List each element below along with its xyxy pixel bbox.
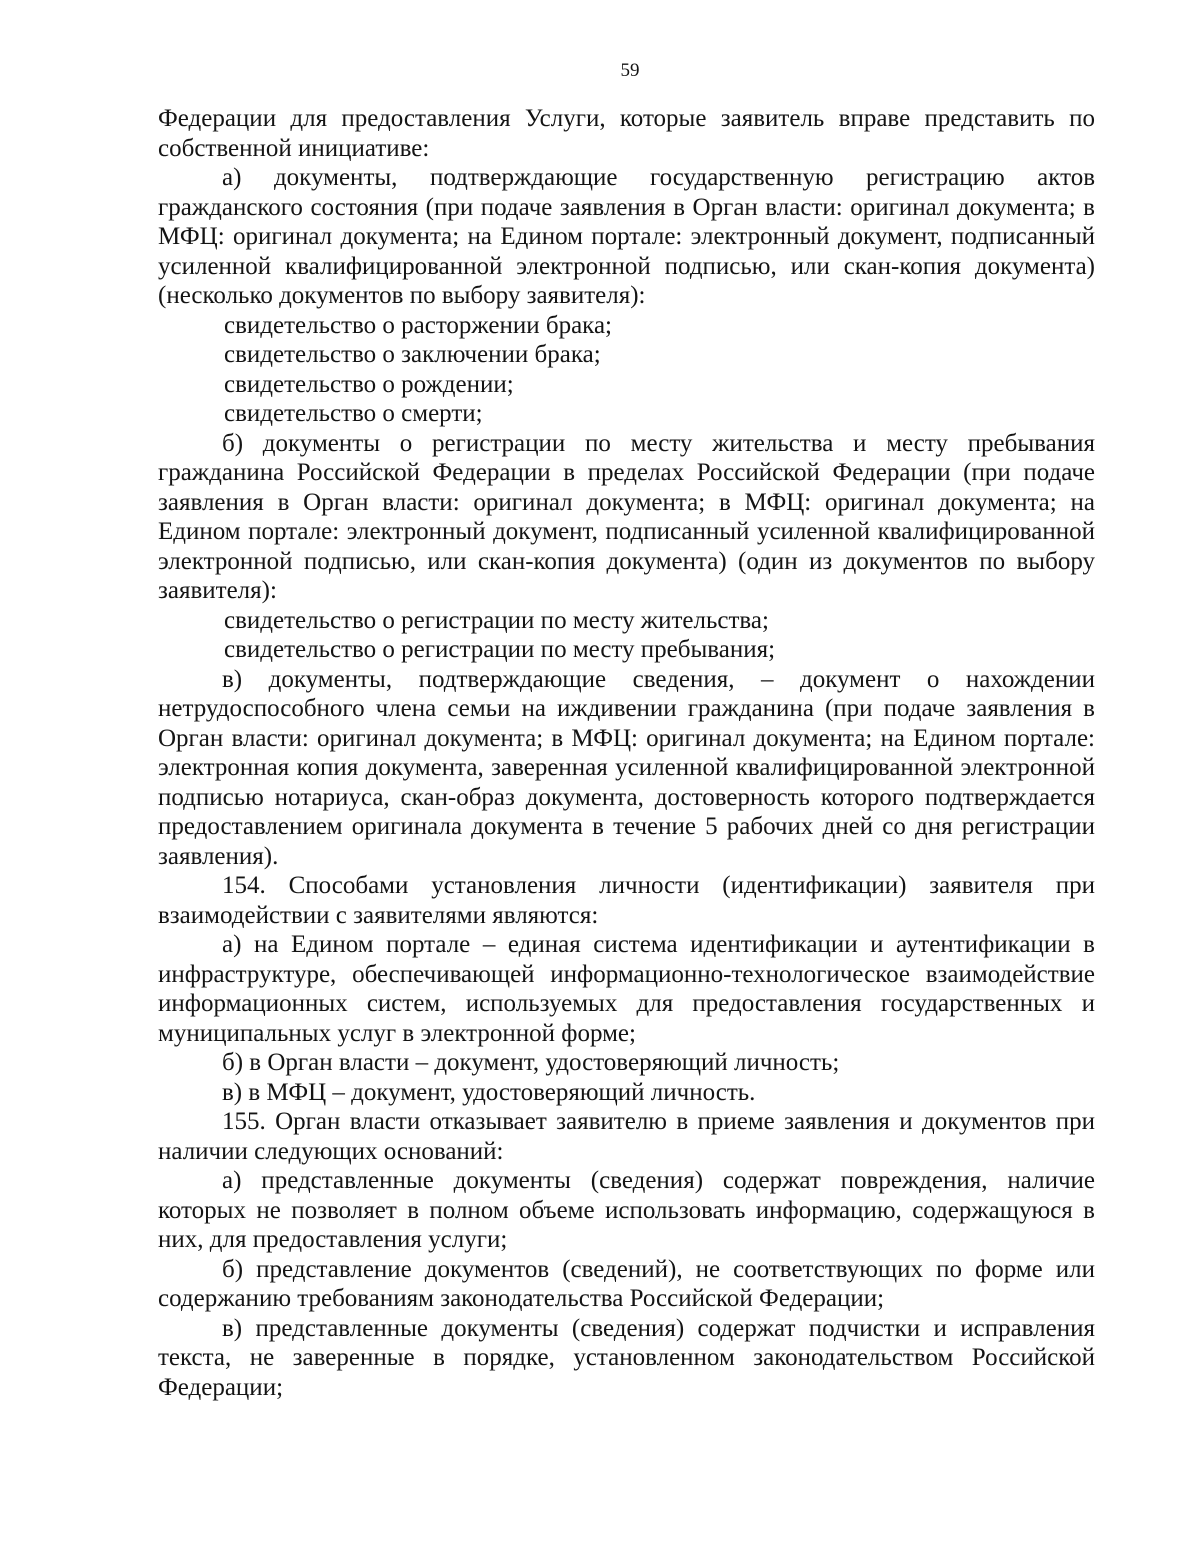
paragraph: в) в МФЦ – документ, удостоверяющий личность. [222, 1078, 756, 1106]
paragraph: 154. Способами установления личности (идентификации) заявителя при взаимодействии с заявителями являются: [158, 872, 1095, 929]
list-item: свидетельство о заключении брака; [224, 341, 601, 368]
paragraph: 155. Орган власти отказывает заявителю в приеме заявления и документов при наличии следующих оснований: [158, 1108, 1095, 1165]
paragraph: в) представленные документы (сведения) содержат подчистки и исправления текста, не заверенные в порядке, установленном законодательством Российской Федерации; [158, 1314, 1095, 1401]
paragraph: а) документы, подтверждающие государственную регистрацию актов гражданского состояния (при подаче заявления в Орган власти: оригинал документа; в МФЦ: оригинал документа; на Едином портале: электронный документ, подписанный усиленной квалифицированной электронной подписью, или скан-копия документа) (несколько документов по выбору заявителя): [158, 164, 1095, 309]
paragraph: б) представление документов (сведений), не соответствующих по форме или содержанию требованиям законодательства Российской Федерации; [158, 1255, 1095, 1312]
list-item: свидетельство о регистрации по месту жительства; [224, 606, 769, 634]
paragraph: в) документы, подтверждающие сведения, – документ о нахождении нетрудоспособного члена семьи на иждивении гражданина (при подаче заявления в Орган власти: оригинал документа; в МФЦ: оригинал документа; на Едином портале: электронная копия документа, заверенная усиленной квалифицированной электронной подписью нотариуса, скан-образ документа, достоверность которого подтверждается предоставлением оригинала документа в течение 5 рабочих дней со дня регистрации заявления). [158, 665, 1095, 870]
page-number: 59 [620, 60, 640, 81]
paragraph: Федерации для предоставления Услуги, которые заявитель вправе представить по собственной инициативе: [158, 105, 1095, 162]
list-item: свидетельство о регистрации по месту пребывания; [224, 636, 776, 663]
list-item: свидетельство о смерти; [224, 400, 483, 427]
list-item: свидетельство о рождении; [224, 370, 514, 398]
paragraph: б) документы о регистрации по месту жительства и месту пребывания гражданина Российской Федерации в пределах Российской Федерации (при подаче заявления в Орган власти: оригинал документа; в МФЦ: оригинал документа; на Едином портале: электронный документ, подписанный усиленной квалифицированной электронной подписью, или скан-копия документа) (один из документов по выбору заявителя): [158, 429, 1095, 604]
paragraph: б) в Орган власти – документ, удостоверяющий личность; [222, 1049, 840, 1076]
paragraph: а) на Едином портале – единая система идентификации и аутентификации в инфраструктуре, обеспечивающей информационно-технологическое взаимодействие информационных систем, используемых для предоставления государственных и муниципальных услуг в электронной форме; [158, 931, 1095, 1047]
document-body [158, 104, 1095, 1402]
paragraph: а) представленные документы (сведения) содержат повреждения, наличие которых не позволяет в полном объеме использовать информацию, содержащуюся в них, для предоставления услуги; [158, 1167, 1095, 1253]
list-item: свидетельство о расторжении брака; [224, 311, 612, 339]
